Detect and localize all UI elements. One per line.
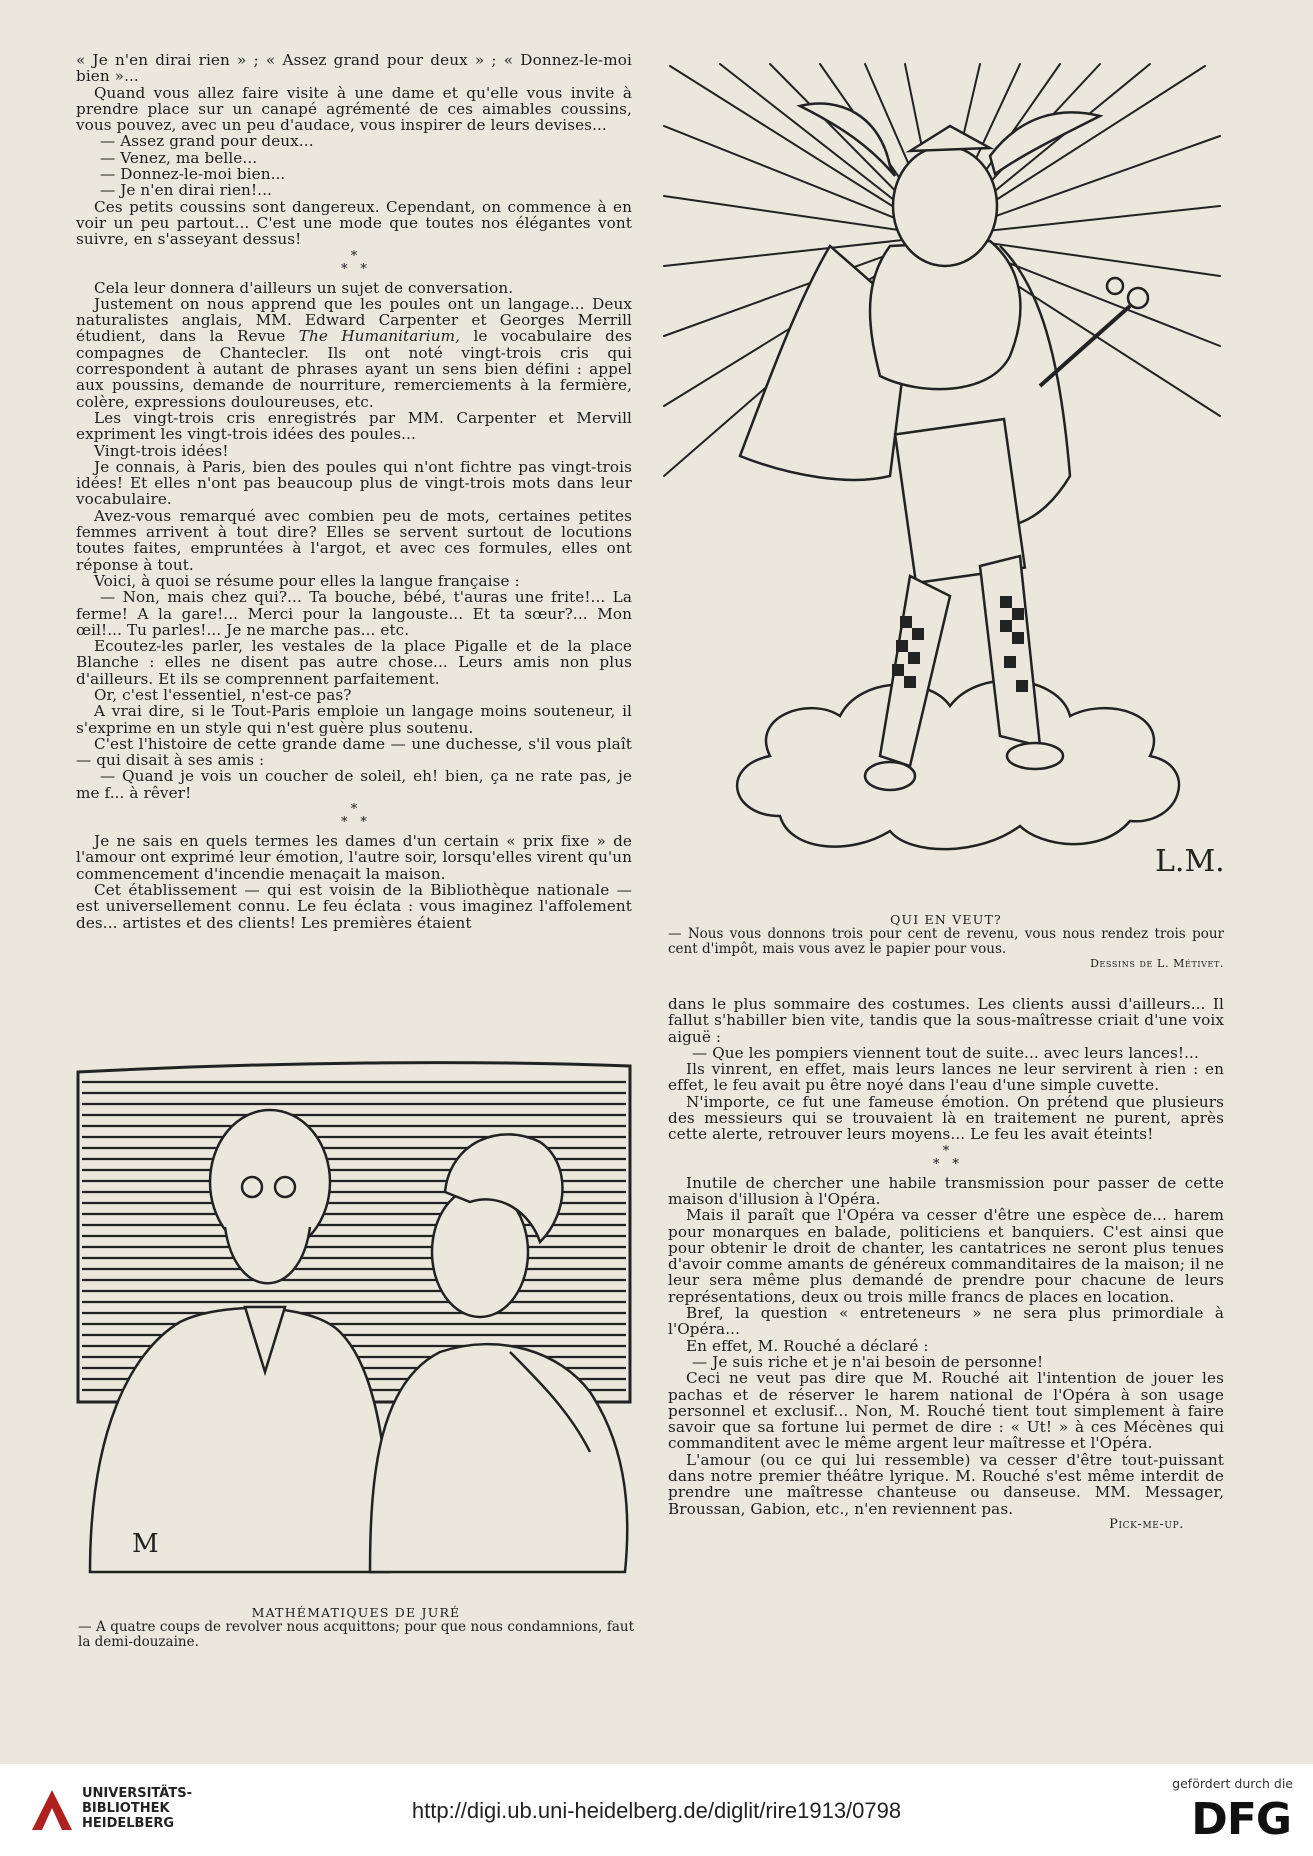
paragraph: Je connais, à Paris, bien des poules qui n'ont fichtre pas vingt-trois idées! Et elles n'ont pas beaucoup plus de vingt-trois mots dans leur vocabulaire. — [76, 457, 632, 509]
artist-signature: M — [132, 1529, 159, 1559]
paragraph: Ils vinrent, en effet, mais leurs lances ne leur servirent à rien : en effet, le feu avait pu être noyé dans l'eau d'une simple cuvette. — [668, 1060, 1224, 1095]
caption-right — [668, 912, 1224, 970]
paragraph: N'importe, ce fut une fameuse émotion. On prétend que plusieurs des messieurs qui se trouvaient là en traitement ne purent, après cette alerte, retrouver leurs moyens... Le feu les avait éteints! — [668, 1092, 1224, 1144]
paragraph: Ces petits coussins sont dangereux. Cependant, on commence à en voir un peu partout... C'est une mode que toutes nos élégantes vont suivre, en s'asseyant dessus! — [76, 197, 632, 249]
paragraph: Cela leur donnera d'ailleurs un sujet de conversation. — [94, 278, 514, 297]
paragraph: Or, c'est l'essentiel, n'est-ce pas? — [94, 685, 352, 704]
paragraph: Vingt-trois idées! — [94, 441, 229, 460]
paragraph: Cet établissement — qui est voisin de la Bibliothèque nationale — est universellement connu. Le feu éclata : vous imaginez l'affolement des... artistes et des clients! Les premières étaient — [76, 880, 632, 932]
cloud — [737, 681, 1179, 850]
paragraph: Bref, la question « entreteneurs » ne sera plus primordiale à l'Opéra... — [668, 1304, 1224, 1339]
paragraph: — Venez, ma belle... — [100, 148, 258, 167]
illustration-mathematiques-de-jure — [70, 1052, 656, 1577]
paragraph: — Assez grand pour deux... — [100, 132, 314, 151]
left-text-column — [76, 52, 632, 931]
paragraph: Quand vous allez faire visite à une dame et qu'elle vous invite à prendre place sur un canapé agrémenté de ces aimables coussins, vous pouvez, avec un peu d'audace, vous inspirer de leurs devises... — [76, 83, 632, 135]
paragraph: — Non, mais chez qui?... Ta bouche, bébé, t'auras une frite!... La ferme! A la gare!... Merci pour la langouste... Et ta sœur?... Mon œil!... Tu parles!... Je ne marche pas... etc. — [76, 588, 632, 639]
paragraph: Les vingt-trois cris enregistrés par MM. Carpenter et Mervill expriment les vingt-trois idées des poules... — [76, 408, 632, 444]
paragraph: Je ne sais en quels termes les dames d'un certain « prix fixe » de l'amour ont exprimé leur émotion, l'autre soir, lorsqu'elles virent qu'un commencement d'incendie menaçait la maison. — [76, 832, 632, 883]
paragraph: — Je suis riche et je n'ai besoin de personne! — [692, 1352, 1044, 1371]
paragraph: Ecoutez-les parler, les vestales de la place Pigalle et de la place Blanche : elles ne disent pas autre chose... Leurs amis non plus d'ailleurs. Et ils se comprennent parfaitement. — [76, 637, 632, 688]
right-text-column — [668, 996, 1224, 1533]
digitization-footer — [0, 1764, 1313, 1856]
journal-title: The Humanitarium, — [298, 327, 461, 346]
funding-credit: gefördert durch die — [1172, 1776, 1293, 1791]
caption-left — [78, 1605, 634, 1650]
illustration-qui-en-veut — [660, 56, 1225, 894]
caption-text: — Nous vous donnons trois pour cent de revenu, vous nous rendez trois pour cent d'impôt, mais vous avez le papier pour vous. — [668, 926, 1224, 957]
paragraph: L'amour (ou ce qui lui ressemble) va cesser d'être tout-puissant dans notre premier théâtre lyrique. M. Rouché s'est même interdit de prendre une maîtresse chanteuse ou danseuse. MM. Messager, Broussan, Gabion, etc., n'en reviennent pas. — [668, 1450, 1224, 1518]
paragraph: Voici, à quoi se résume pour elles la langue française : — [94, 571, 520, 590]
paragraph: Inutile de chercher une habile transmission pour passer de cette maison d'illusion à l'Opéra. — [668, 1173, 1224, 1208]
paragraph: « Je n'en dirai rien » ; « Assez grand pour deux » ; « Donnez-le-moi bien »... — [76, 51, 632, 86]
paragraph: Justement on nous apprend que les poules ont un langage... Deux naturalistes anglais, MM. Edward Carpenter et Georges Merrill étudient, dans la Revue The Humanitarium, le vocabulaire des compagnes de Chantecler. Ils ont noté vingt-trois cris qui correspondent à autant de phrases ayant un sens bien défini : appel aux poussins, demande de nourriture, remerciements à la fermière, colère, expressions douloureuses, etc. — [76, 294, 632, 411]
paragraph: C'est l'histoire de cette grande dame — une duchesse, s'il vous plaît — qui disait à ses amis : — [76, 734, 632, 770]
caption-credit: Dessins de L. Métivet. — [1090, 957, 1224, 970]
paragraph: dans le plus sommaire des costumes. Les clients aussi d'ailleurs... Il fallut s'habiller bien vite, tandis que la sous-maîtresse criait d'une voix aiguë : — [668, 995, 1224, 1046]
caption-title: QUI EN VEUT? — [890, 912, 1002, 927]
section-separator: * * * — [341, 802, 367, 831]
dfg-logo: DFG — [1191, 1794, 1291, 1845]
source-url-link[interactable]: http://digi.ub.uni-heidelberg.de/diglit/rire1913/0798 — [411, 1798, 902, 1823]
caption-title: MATHÉMATIQUES DE JURÉ — [251, 1605, 461, 1620]
paragraph: — Quand je vois un coucher de soleil, eh! bien, ça ne rate pas, je me f... à rêver! — [76, 767, 632, 802]
caption-text: — A quatre coups de revolver nous acquittons; pour que nous condamnions, faut la demi-douzaine. — [78, 1619, 634, 1650]
paragraph: Avez-vous remarqué avec combien peu de mots, certaines petites femmes arrivent à tout dire? Elles se servent surtout de locutions toutes faites, empruntées à l'argot, et avec ces formules, elles ont réponse à tout. — [76, 506, 632, 574]
paragraph: — Que les pompiers viennent tout de suite... avec leurs lances!... — [692, 1043, 1199, 1062]
article-signature: Pick-me-up. — [1109, 1516, 1184, 1532]
paragraph: — Je n'en dirai rien!... — [100, 181, 272, 200]
library-name: UNIVERSITÄTS- BIBLIOTHEK HEIDELBERG — [82, 1786, 192, 1831]
section-separator: * * * — [933, 1143, 959, 1172]
paragraph: En effet, M. Rouché a déclaré : — [686, 1336, 929, 1355]
paragraph: Mais il paraît que l'Opéra va cesser d'être une espèce de... harem pour monarques en balade, politiciens et banquiers. C'est ainsi que pour obtenir le droit de chanter, les cantatrices ne seront plus tenues d'avoir comme amants de généreux commanditaires de la maison; il ne leur sera même plus demandé de prendre pour chacune de leurs représentations, deux ou trois mille francs de places en location. — [668, 1206, 1224, 1306]
section-separator: * * * — [341, 248, 367, 277]
figure — [740, 104, 1148, 791]
artist-signature: L.M. — [1155, 844, 1225, 879]
paragraph: — Donnez-le-moi bien... — [100, 165, 286, 184]
paragraph: A vrai dire, si le Tout-Paris emploie un langage moins souteneur, il s'exprime en un style qui n'est guère plus soutenu. — [76, 702, 632, 737]
paragraph: Ceci ne veut pas dire que M. Rouché ait l'intention de jouer les pachas et de réserver le harem national de l'Opéra à son usage personnel et exclusif... Non, M. Rouché tient tout simplement à faire savoir que sa fortune lui permet de dire : « Ut! » à ces Mécènes qui commanditent avec le même argent leur maîtresse et l'Opéra. — [668, 1369, 1224, 1453]
